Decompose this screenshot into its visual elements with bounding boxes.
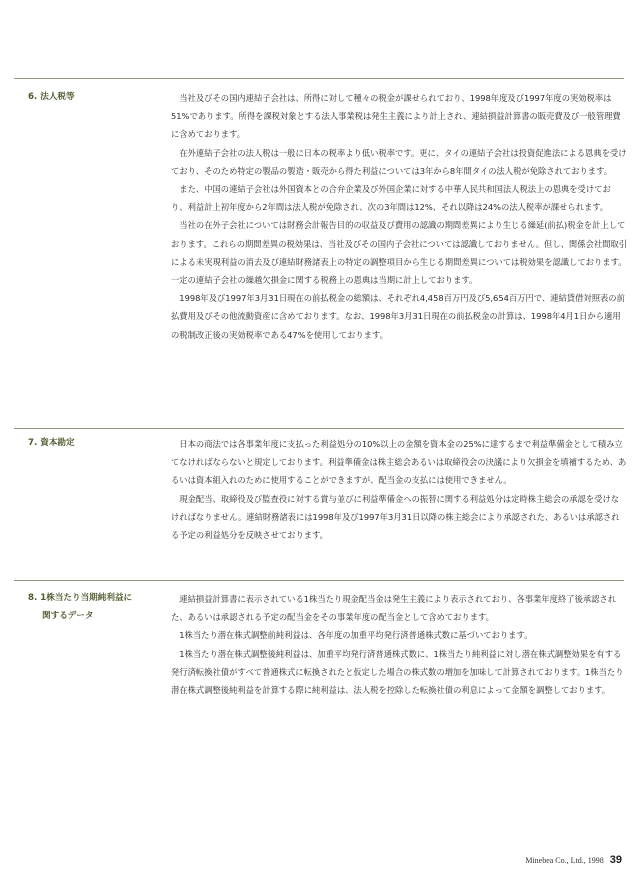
paragraph: 日本の商法では各事業年度に支払った利益処分の10%以上の金額を資本金の25%に達するまで利益準備金として積み立てなければならないと規定しております。利益準備金は株主総会あるいは取締役会の決議により欠損金を填補するため、あるいは資本組入れのために使用することができますが、配当金の支払には使用できません。 xyxy=(171,439,627,486)
paragraph: 1株当たり潜在株式調整後純利益は、加重平均発行済普通株式数に、1株当たり純利益に対し潜在株式調整効果を有する発行済転換社債がすべて普通株式に転換されたと仮定した場合の株式数の増加を加味して計算されております。1株当たり潜在株式調整後純利益を計算する際に純利益は、法人税を控除した転換社債の利息によって金額を調整しております。 xyxy=(171,648,624,696)
paragraph: 現金配当、取締役及び監査役に対する賞与並びに利益準備金への振替に関する利益処分は定時株主総会の承認を受けなければなりません。連結財務諸表には1998年及び1997年3月31日以降の株主総会により承認された、あるいは承認される予定の利益処分を反映させております。 xyxy=(171,493,620,541)
section-8-body xyxy=(171,590,627,699)
section-8-heading xyxy=(28,590,168,625)
page-footer xyxy=(525,854,622,866)
paragraph: また、中国の連結子会社は外国資本との合弁企業及び外国企業に対する中華人民共和国法人税法上の恩典を受けており、利益計上初年度から2年間は法人税が免除され、次の3年間は12%、それ以降は24%の法人税率が課せられます。 xyxy=(171,184,611,213)
paragraph: 在外連結子会社の法人税は一般に日本の税率より低い税率です。更に、タイの連結子会社は投資促進法による恩典を受けており、そのため特定の製品の製造・販売から得た利益については3年から8年間タイの法人税が免除されております。 xyxy=(171,147,627,176)
paragraph: 1株当たり潜在株式調整前純利益は、各年度の加重平均発行済普通株式数に基づいております。 xyxy=(179,630,533,641)
paragraph: 1998年及び1997年3月31日現在の前払税金の総額は、それぞれ4,458百万円及び5,654百万円で、連結貸借対照表の前払費用及びその他流動資産に含めております。なお、1998年3月31日現在の前払税金の計算は、1998年4月1日から適用の税制改正後の実効税率である47%を使用しております。 xyxy=(171,293,625,340)
section-divider xyxy=(14,580,624,581)
paragraph: 当社及びその国内連結子会社は、所得に対して種々の税金が課せられており、1998年度及び1997年度の実効税率は51%であります。所得を課税対象とする法人事業税は発生主義により計上され、連結損益計算書の販売費及び一般管理費に含めております。 xyxy=(171,93,621,140)
section-6-heading: 6. 法人税等 xyxy=(28,92,75,102)
section-divider xyxy=(14,78,624,79)
page-number: 39 xyxy=(609,854,622,866)
section-8-heading-line2: 関するデータ xyxy=(42,610,94,621)
paragraph: 連結損益計算書に表示されている1株当たり現金配当金は発生主義により表示されており、各事業年度終了後承認された、あるいは承認される予定の配当金をその事業年度の配当金として含めております。 xyxy=(171,594,617,623)
section-8-heading-line1: 8. 1株当たり当期純利益に xyxy=(28,593,133,603)
section-6-body xyxy=(171,89,627,344)
section-7-body xyxy=(171,435,627,544)
paragraph: 当社の在外子会社については財務会計報告目的の収益及び費用の認識の期間差異により生じる繰延(前払)税金を計上しております。これらの期間差異の税効果は、当社及びその国内子会社については認識しておりません。但し、関係会社間取引による未実現利益の消去及び連結財務諸表上の特定の調整項目から生じる期間差異については税効果を認識しております。一定の連結子会社の繰越欠損金に関する税務上の恩典は当期に計上しております。 xyxy=(171,220,628,286)
company-name: Minebea Co., Ltd., 1998 xyxy=(525,856,604,865)
section-divider xyxy=(14,428,624,429)
section-7-heading: 7. 資本勘定 xyxy=(28,438,75,448)
